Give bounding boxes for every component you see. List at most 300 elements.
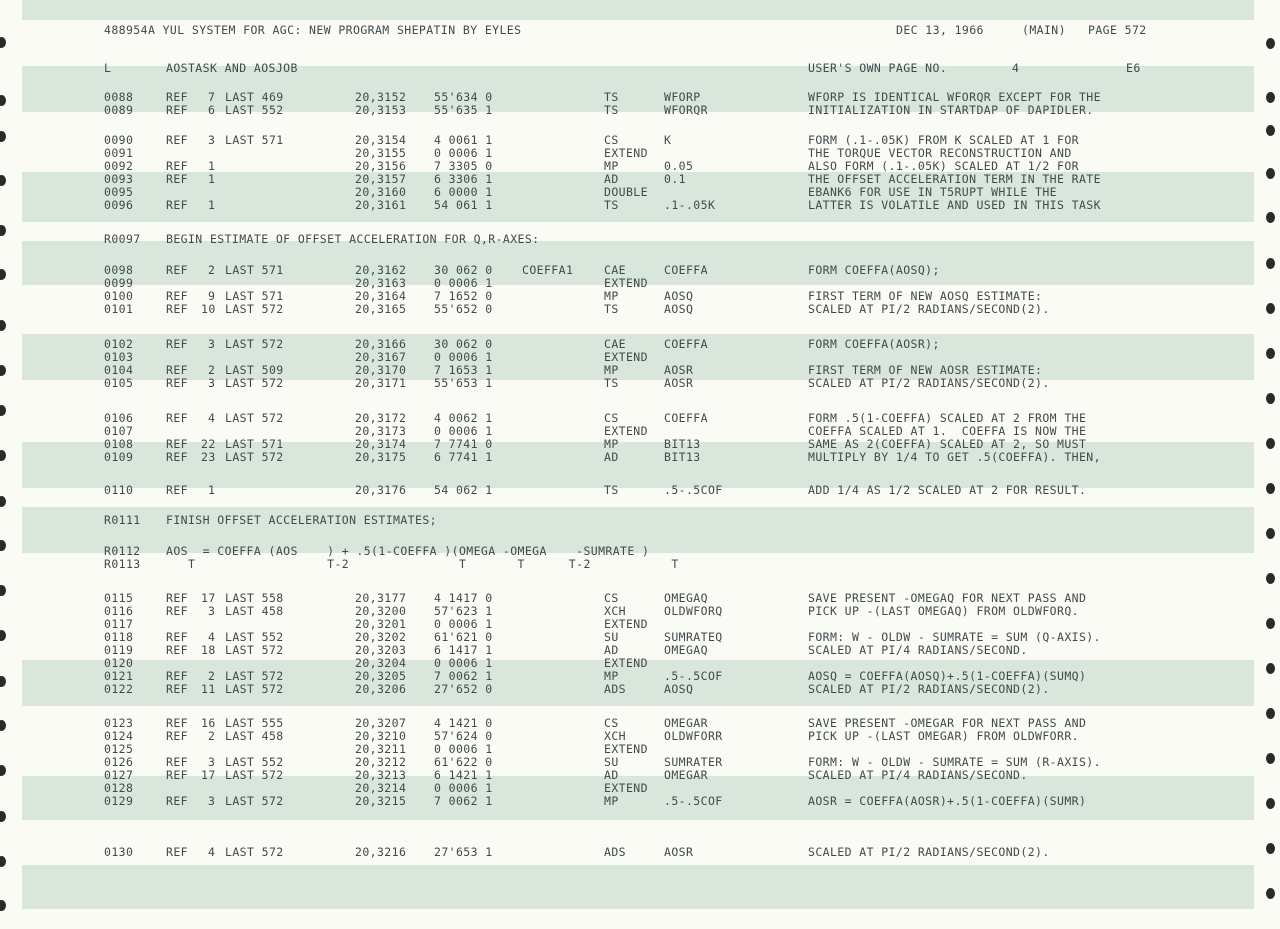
ref-count: 2: [208, 263, 216, 277]
listing-row: [0, 846, 1280, 859]
operand: AOSQ: [664, 682, 694, 696]
ref-count: 4: [208, 411, 216, 425]
comment: AOSQ = COEFFA(AOSQ)+.5(1-COEFFA)(SUMQ): [808, 669, 1087, 683]
octal-word: 7 3305 0: [434, 159, 493, 173]
opcode: CS: [604, 133, 619, 147]
ref-count: 3: [208, 376, 216, 390]
line-number: 0126: [104, 755, 134, 769]
remark-text: T T-2 T T T-2 T: [166, 557, 679, 571]
ref-count: 17: [201, 768, 216, 782]
memory-address: 20,3210: [355, 729, 407, 743]
octal-word: 0 0006 1: [434, 742, 493, 756]
ref-count: 4: [208, 630, 216, 644]
octal-word: 6 7741 1: [434, 450, 493, 464]
memory-address: 20,3160: [355, 185, 407, 199]
octal-word: 61'621 0: [434, 630, 493, 644]
ref-marker: REF: [166, 845, 188, 859]
comment: FORM .5(1-COEFFA) SCALED AT 2 FROM THE: [808, 411, 1087, 425]
memory-address: 20,3177: [355, 591, 407, 605]
comment: THE OFFSET ACCELERATION TERM IN THE RATE: [808, 172, 1101, 186]
line-number: 0115: [104, 591, 134, 605]
opcode: TS: [604, 103, 619, 117]
operand: AOSR: [664, 845, 694, 859]
memory-address: 20,3173: [355, 424, 407, 438]
memory-address: 20,3165: [355, 302, 407, 316]
ref-marker: REF: [166, 363, 188, 377]
ref-marker: REF: [166, 682, 188, 696]
line-number: 0124: [104, 729, 134, 743]
line-number: 0109: [104, 450, 134, 464]
memory-address: 20,3203: [355, 643, 407, 657]
listing-row: [0, 484, 1280, 497]
octal-word: 54 062 1: [434, 483, 493, 497]
comment: SAME AS 2(COEFFA) SCALED AT 2, SO MUST: [808, 437, 1087, 451]
opcode: XCH: [604, 604, 626, 618]
opcode: EXTEND: [604, 146, 648, 160]
last-ref-page: LAST 572: [225, 669, 284, 683]
ref-marker: REF: [166, 198, 188, 212]
log-section-code: E6: [1126, 61, 1141, 75]
last-ref-page: LAST 572: [225, 845, 284, 859]
listing-title: 488954A YUL SYSTEM FOR AGC: NEW PROGRAM SHEPATIN BY EYLES: [104, 23, 522, 37]
comment: SAVE PRESENT -OMEGAR FOR NEXT PASS AND: [808, 716, 1087, 730]
ref-marker: REF: [166, 133, 188, 147]
opcode: EXTEND: [604, 617, 648, 631]
line-number: 0095: [104, 185, 134, 199]
ref-count: 11: [201, 682, 216, 696]
remark-line: [0, 233, 1280, 246]
line-number: R0112: [104, 544, 141, 558]
line-number: 0093: [104, 172, 134, 186]
octal-word: 4 1421 0: [434, 716, 493, 730]
memory-address: 20,3216: [355, 845, 407, 859]
memory-address: 20,3202: [355, 630, 407, 644]
opcode: TS: [604, 483, 619, 497]
location-label: COEFFA1: [522, 263, 574, 277]
operand: AOSQ: [664, 302, 694, 316]
octal-word: 6 1417 1: [434, 643, 493, 657]
octal-word: 4 1417 0: [434, 591, 493, 605]
comment: SAVE PRESENT -OMEGAQ FOR NEXT PASS AND: [808, 591, 1087, 605]
operand: 0.1: [664, 172, 686, 186]
operand: COEFFA: [664, 263, 708, 277]
line-number: 0108: [104, 437, 134, 451]
comment: SCALED AT PI/4 RADIANS/SECOND.: [808, 643, 1028, 657]
listing-row: [0, 290, 1280, 303]
remark-line: [0, 558, 1280, 571]
comment: FORM: W - OLDW - SUMRATE = SUM (R-AXIS).: [808, 755, 1101, 769]
ref-marker: REF: [166, 302, 188, 316]
comment: SCALED AT PI/2 RADIANS/SECOND(2).: [808, 682, 1050, 696]
listing-row: [0, 756, 1280, 769]
listing-row: [0, 425, 1280, 438]
memory-address: 20,3212: [355, 755, 407, 769]
octal-word: 27'652 0: [434, 682, 493, 696]
listing-row: [0, 277, 1280, 290]
octal-word: 55'652 0: [434, 302, 493, 316]
ref-marker: REF: [166, 643, 188, 657]
opcode: CS: [604, 411, 619, 425]
memory-address: 20,3155: [355, 146, 407, 160]
operand: SUMRATEQ: [664, 630, 723, 644]
ref-marker: REF: [166, 768, 188, 782]
operand: .1-.05K: [664, 198, 716, 212]
opcode: AD: [604, 643, 619, 657]
listing-row: [0, 631, 1280, 644]
operand: AOSR: [664, 376, 694, 390]
ref-count: 2: [208, 729, 216, 743]
last-ref-page: LAST 572: [225, 768, 284, 782]
page-header: [0, 24, 1280, 37]
opcode: TS: [604, 302, 619, 316]
comment: PICK UP -(LAST OMEGAR) FROM OLDWFORR.: [808, 729, 1079, 743]
opcode: TS: [604, 90, 619, 104]
operand: OMEGAQ: [664, 643, 708, 657]
memory-address: 20,3201: [355, 617, 407, 631]
comment: FIRST TERM OF NEW AOSQ ESTIMATE:: [808, 289, 1043, 303]
octal-word: 7 1652 0: [434, 289, 493, 303]
opcode: AD: [604, 450, 619, 464]
log-section-marker: L: [104, 61, 112, 75]
last-ref-page: LAST 572: [225, 302, 284, 316]
ref-count: 9: [208, 289, 216, 303]
opcode: TS: [604, 376, 619, 390]
line-number: 0127: [104, 768, 134, 782]
octal-word: 7 0062 1: [434, 669, 493, 683]
ref-marker: REF: [166, 159, 188, 173]
opcode: MP: [604, 794, 619, 808]
greenbar-stripe: [22, 0, 1254, 20]
memory-address: 20,3163: [355, 276, 407, 290]
ref-count: 23: [201, 450, 216, 464]
line-number: 0103: [104, 350, 134, 364]
ref-marker: REF: [166, 376, 188, 390]
last-ref-page: LAST 458: [225, 604, 284, 618]
operand: OLDWFORR: [664, 729, 723, 743]
octal-word: 6 1421 1: [434, 768, 493, 782]
page-number: PAGE 572: [1088, 23, 1147, 37]
octal-word: 0 0006 1: [434, 656, 493, 670]
ref-marker: REF: [166, 755, 188, 769]
last-ref-page: LAST 555: [225, 716, 284, 730]
memory-address: 20,3172: [355, 411, 407, 425]
opcode: CAE: [604, 337, 626, 351]
operand: .5-.5COF: [664, 483, 723, 497]
octal-word: 4 0062 1: [434, 411, 493, 425]
line-number: 0102: [104, 337, 134, 351]
ref-marker: REF: [166, 437, 188, 451]
opcode: MP: [604, 159, 619, 173]
octal-word: 55'653 1: [434, 376, 493, 390]
operand: AOSQ: [664, 289, 694, 303]
memory-address: 20,3200: [355, 604, 407, 618]
line-number: 0092: [104, 159, 134, 173]
ref-marker: REF: [166, 337, 188, 351]
memory-address: 20,3154: [355, 133, 407, 147]
operand: OMEGAR: [664, 768, 708, 782]
memory-address: 20,3213: [355, 768, 407, 782]
comment: PICK UP -(LAST OMEGAQ) FROM OLDWFORQ.: [808, 604, 1079, 618]
ref-count: 1: [208, 159, 216, 173]
ref-marker: REF: [166, 411, 188, 425]
ref-marker: REF: [166, 630, 188, 644]
listing-row: [0, 199, 1280, 212]
ref-marker: REF: [166, 90, 188, 104]
octal-word: 0 0006 1: [434, 146, 493, 160]
line-number: 0104: [104, 363, 134, 377]
comment: COEFFA SCALED AT 1. COEFFA IS NOW THE: [808, 424, 1087, 438]
line-number: 0118: [104, 630, 134, 644]
listing-row: [0, 364, 1280, 377]
memory-address: 20,3167: [355, 350, 407, 364]
ref-marker: REF: [166, 716, 188, 730]
page-subheader: [0, 62, 1280, 75]
operand: .5-.5COF: [664, 794, 723, 808]
octal-word: 0 0006 1: [434, 350, 493, 364]
operand: 0.05: [664, 159, 694, 173]
listing-row: [0, 104, 1280, 117]
opcode: TS: [604, 198, 619, 212]
operand: BIT13: [664, 450, 701, 464]
opcode: SU: [604, 630, 619, 644]
comment: THE TORQUE VECTOR RECONSTRUCTION AND: [808, 146, 1072, 160]
memory-address: 20,3171: [355, 376, 407, 390]
octal-word: 57'623 1: [434, 604, 493, 618]
last-ref-page: LAST 572: [225, 411, 284, 425]
memory-address: 20,3205: [355, 669, 407, 683]
memory-address: 20,3161: [355, 198, 407, 212]
octal-word: 55'635 1: [434, 103, 493, 117]
comment: SCALED AT PI/2 RADIANS/SECOND(2).: [808, 376, 1050, 390]
memory-address: 20,3215: [355, 794, 407, 808]
remark-text: FINISH OFFSET ACCELERATION ESTIMATES;: [166, 513, 437, 527]
memory-address: 20,3156: [355, 159, 407, 173]
octal-word: 0 0006 1: [434, 617, 493, 631]
memory-address: 20,3174: [355, 437, 407, 451]
ref-count: 7: [208, 90, 216, 104]
opcode: EXTEND: [604, 781, 648, 795]
listing-row: [0, 451, 1280, 464]
opcode: MP: [604, 289, 619, 303]
ref-marker: REF: [166, 604, 188, 618]
operand: COEFFA: [664, 411, 708, 425]
comment: SCALED AT PI/4 RADIANS/SECOND.: [808, 768, 1028, 782]
last-ref-page: LAST 572: [225, 376, 284, 390]
last-ref-page: LAST 509: [225, 363, 284, 377]
listing-row: [0, 147, 1280, 160]
octal-word: 0 0006 1: [434, 781, 493, 795]
comment: AOSR = COEFFA(AOSR)+.5(1-COEFFA)(SUMR): [808, 794, 1087, 808]
comment: FIRST TERM OF NEW AOSR ESTIMATE:: [808, 363, 1043, 377]
comment: EBANK6 FOR USE IN T5RUPT WHILE THE: [808, 185, 1058, 199]
listing-row: [0, 683, 1280, 696]
operand: OLDWFORQ: [664, 604, 723, 618]
users-page-label: USER'S OWN PAGE NO.: [808, 61, 948, 75]
opcode: EXTEND: [604, 424, 648, 438]
comment: SCALED AT PI/2 RADIANS/SECOND(2).: [808, 845, 1050, 859]
line-number: 0122: [104, 682, 134, 696]
listing-row: [0, 717, 1280, 730]
last-ref-page: LAST 571: [225, 263, 284, 277]
line-number: 0119: [104, 643, 134, 657]
line-number: R0111: [104, 513, 141, 527]
line-number: R0113: [104, 557, 141, 571]
operand: AOSR: [664, 363, 694, 377]
memory-address: 20,3204: [355, 656, 407, 670]
line-number: 0098: [104, 263, 134, 277]
octal-word: 6 3306 1: [434, 172, 493, 186]
last-ref-page: LAST 571: [225, 133, 284, 147]
octal-word: 27'653 1: [434, 845, 493, 859]
line-number: 0105: [104, 376, 134, 390]
opcode: CAE: [604, 263, 626, 277]
last-ref-page: LAST 572: [225, 682, 284, 696]
last-ref-page: LAST 571: [225, 437, 284, 451]
ref-count: 3: [208, 604, 216, 618]
opcode: AD: [604, 768, 619, 782]
last-ref-page: LAST 572: [225, 643, 284, 657]
ref-count: 4: [208, 845, 216, 859]
listing-row: [0, 303, 1280, 316]
operand: OMEGAQ: [664, 591, 708, 605]
octal-word: 7 7741 0: [434, 437, 493, 451]
opcode: ADS: [604, 845, 626, 859]
line-number: 0116: [104, 604, 134, 618]
memory-address: 20,3211: [355, 742, 407, 756]
line-number: 0089: [104, 103, 134, 117]
remark-text: AOS = COEFFA (AOS ) + .5(1-COEFFA )(OMEGA -OMEGA -SUMRATE ): [166, 544, 650, 558]
listing-row: [0, 592, 1280, 605]
listing-row: [0, 657, 1280, 670]
opcode: CS: [604, 716, 619, 730]
comment: INITIALIZATION IN STARTDAP OF DAPIDLER.: [808, 103, 1094, 117]
listing-main-tag: (MAIN): [1022, 23, 1066, 37]
line-number: 0129: [104, 794, 134, 808]
line-number: 0100: [104, 289, 134, 303]
ref-marker: REF: [166, 794, 188, 808]
last-ref-page: LAST 558: [225, 591, 284, 605]
opcode: MP: [604, 669, 619, 683]
octal-word: 54 061 1: [434, 198, 493, 212]
ref-count: 3: [208, 794, 216, 808]
opcode: CS: [604, 591, 619, 605]
line-number: 0099: [104, 276, 134, 290]
comment: WFORP IS IDENTICAL WFORQR EXCEPT FOR THE: [808, 90, 1101, 104]
opcode: MP: [604, 363, 619, 377]
opcode: EXTEND: [604, 742, 648, 756]
operand: WFORP: [664, 90, 701, 104]
line-number: 0130: [104, 845, 134, 859]
octal-word: 30 062 0: [434, 263, 493, 277]
remark-line: [0, 514, 1280, 527]
memory-address: 20,3175: [355, 450, 407, 464]
line-number: 0096: [104, 198, 134, 212]
ref-count: 3: [208, 337, 216, 351]
opcode: MP: [604, 437, 619, 451]
opcode: EXTEND: [604, 350, 648, 364]
operand: COEFFA: [664, 337, 708, 351]
ref-count: 22: [201, 437, 216, 451]
opcode: ADS: [604, 682, 626, 696]
line-number: R0097: [104, 232, 141, 246]
last-ref-page: LAST 552: [225, 755, 284, 769]
memory-address: 20,3166: [355, 337, 407, 351]
listing-row: [0, 670, 1280, 683]
ref-count: 1: [208, 198, 216, 212]
ref-count: 6: [208, 103, 216, 117]
line-number: 0123: [104, 716, 134, 730]
line-number: 0128: [104, 781, 134, 795]
opcode: AD: [604, 172, 619, 186]
octal-word: 7 1653 1: [434, 363, 493, 377]
octal-word: 7 0062 1: [434, 794, 493, 808]
line-number: 0091: [104, 146, 134, 160]
opcode: XCH: [604, 729, 626, 743]
line-number: 0125: [104, 742, 134, 756]
ref-marker: REF: [166, 729, 188, 743]
operand: BIT13: [664, 437, 701, 451]
line-number: 0088: [104, 90, 134, 104]
octal-word: 55'634 0: [434, 90, 493, 104]
ref-count: 3: [208, 133, 216, 147]
operand: SUMRATER: [664, 755, 723, 769]
ref-marker: REF: [166, 483, 188, 497]
ref-count: 18: [201, 643, 216, 657]
ref-count: 17: [201, 591, 216, 605]
ref-marker: REF: [166, 669, 188, 683]
comment: FORM COEFFA(AOSQ);: [808, 263, 940, 277]
last-ref-page: LAST 552: [225, 630, 284, 644]
octal-word: 57'624 0: [434, 729, 493, 743]
memory-address: 20,3176: [355, 483, 407, 497]
octal-word: 6 0000 1: [434, 185, 493, 199]
remark-text: BEGIN ESTIMATE OF OFFSET ACCELERATION FOR Q,R-AXES:: [166, 232, 540, 246]
last-ref-page: LAST 572: [225, 450, 284, 464]
ref-marker: REF: [166, 450, 188, 464]
memory-address: 20,3214: [355, 781, 407, 795]
memory-address: 20,3152: [355, 90, 407, 104]
listing-row: [0, 377, 1280, 390]
octal-word: 0 0006 1: [434, 424, 493, 438]
comment: ADD 1/4 AS 1/2 SCALED AT 2 FOR RESULT.: [808, 483, 1087, 497]
listing-row: [0, 351, 1280, 364]
comment: FORM (.1-.05K) FROM K SCALED AT 1 FOR: [808, 133, 1079, 147]
line-number: 0106: [104, 411, 134, 425]
line-number: 0110: [104, 483, 134, 497]
line-number: 0121: [104, 669, 134, 683]
comment: MULTIPLY BY 1/4 TO GET .5(COEFFA). THEN,: [808, 450, 1101, 464]
last-ref-page: LAST 572: [225, 794, 284, 808]
memory-address: 20,3157: [355, 172, 407, 186]
opcode: DOUBLE: [604, 185, 648, 199]
octal-word: 30 062 0: [434, 337, 493, 351]
comment: FORM COEFFA(AOSR);: [808, 337, 940, 351]
last-ref-page: LAST 469: [225, 90, 284, 104]
memory-address: 20,3207: [355, 716, 407, 730]
memory-address: 20,3164: [355, 289, 407, 303]
ref-count: 1: [208, 483, 216, 497]
comment: FORM: W - OLDW - SUMRATE = SUM (Q-AXIS).: [808, 630, 1101, 644]
operand: K: [664, 133, 672, 147]
last-ref-page: LAST 572: [225, 337, 284, 351]
ref-count: 16: [201, 716, 216, 730]
ref-marker: REF: [166, 289, 188, 303]
line-number: 0101: [104, 302, 134, 316]
memory-address: 20,3162: [355, 263, 407, 277]
octal-word: 0 0006 1: [434, 276, 493, 290]
ref-marker: REF: [166, 263, 188, 277]
listing-date: DEC 13, 1966: [896, 23, 984, 37]
